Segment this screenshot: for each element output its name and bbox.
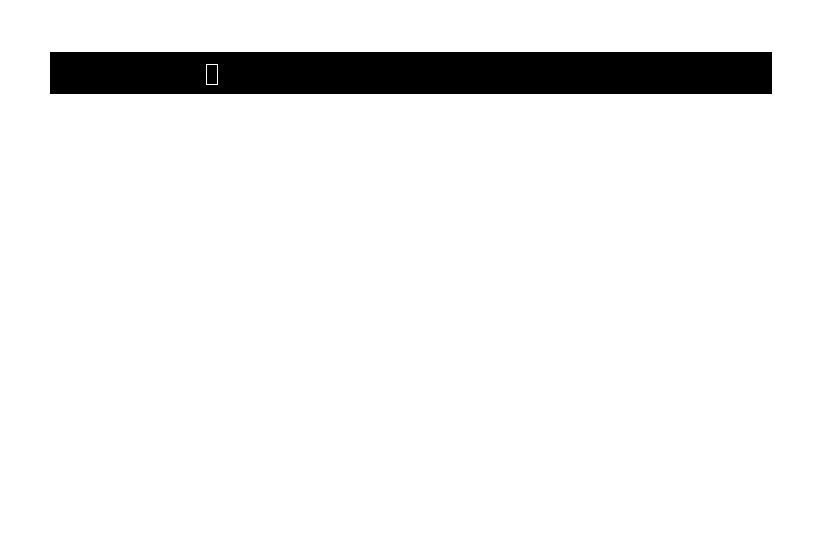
title-banner xyxy=(50,52,772,94)
route-title xyxy=(206,64,218,85)
